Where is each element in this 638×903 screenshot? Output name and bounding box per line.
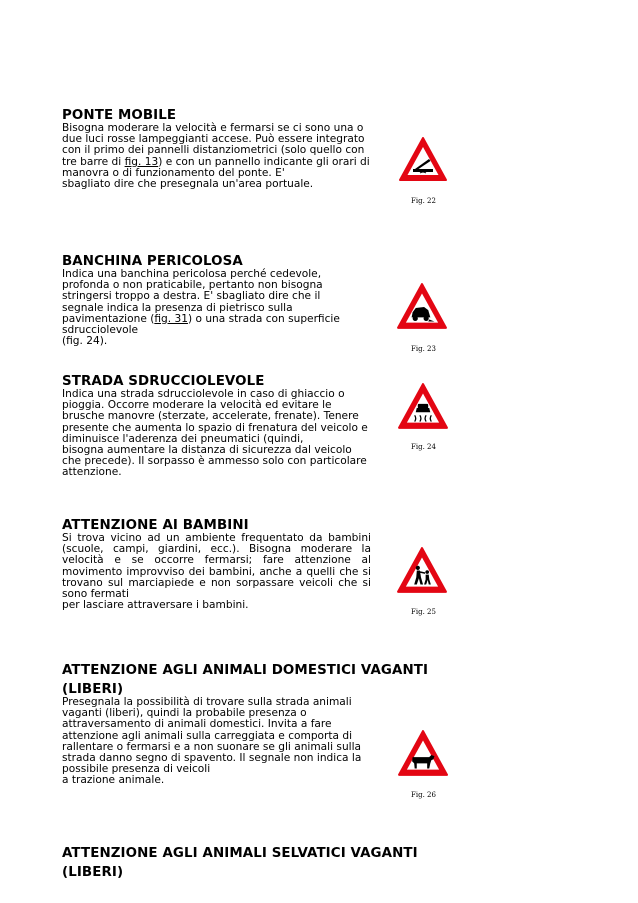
section-ponte-mobile bbox=[62, 108, 370, 190]
banchina-sign-icon bbox=[396, 281, 448, 333]
section-banchina-pericolosa bbox=[62, 254, 340, 347]
figure-caption: Fig. 25 bbox=[411, 608, 436, 616]
animali-domestici-sign-icon bbox=[397, 728, 449, 780]
section-title-line2: (LIBERI) bbox=[62, 865, 124, 880]
section-animali-domestici bbox=[62, 663, 428, 787]
section-body: Indica una banchina pericolosa perché cedevole, profonda o non praticabile, pertanto non bisogna stringersi troppo a destra. E' sbagliato dire che il segnale indica la presenza di pietrisco sulla pavimentazione (fig. 31) o una strada con superficie sdrucciolevole (fig. 24). bbox=[62, 268, 340, 348]
section-title: STRADA SDRUCCIOLEVOLE bbox=[62, 374, 265, 389]
bambini-sign-icon bbox=[396, 545, 448, 597]
section-body: Indica una strada sdrucciolevole in caso di ghiaccio o pioggia. Occorre moderare la velocità ed evitare le brusche manovre (sterzate, accelerate, frenate). Tenere presente che aumenta lo spazio di frenatura del veicolo e diminuisce l'aderenza dei pneumatici (quindi, bisogna aumentare la distanza di sicurezza dal veicolo che precede). Il sorpasso è ammesso solo con particolare attenzione. bbox=[62, 388, 368, 479]
section-body-last-line: per lasciare attraversare i bambini. bbox=[62, 599, 249, 612]
section-strada-sdrucciolevole bbox=[62, 374, 368, 479]
sdrucciolevole-sign-icon bbox=[397, 381, 449, 433]
section-body: Si trova vicino ad un ambiente frequentato da bambini (scuole, campi, giardini, ecc.). Bisogna moderare la velocità e se occorre fermarsi; fare attenzione al movimento improvviso dei bambini, anche a quelli che si trovano sul marciapiede e non sorpassare veicoli che si sono fermati bbox=[62, 532, 371, 601]
fig-13-link[interactable]: fig. 13 bbox=[124, 155, 159, 168]
section-title: ATTENZIONE AI BAMBINI bbox=[62, 518, 249, 533]
section-body: Bisogna moderare la velocità e fermarsi se ci sono una o due luci rosse lampeggianti accese. Può essere integrato con il primo dei pannelli distanziometrici (solo quello con tre barre di fig. 13) e con un pannello indicante gli orari di manovra o di funzionamento del ponte. E' sbagliato dire che presegnala un'area portuale. bbox=[62, 122, 370, 191]
section-title-line2: (LIBERI) bbox=[62, 682, 124, 697]
figure-caption: Fig. 22 bbox=[411, 197, 436, 205]
ponte-mobile-sign-icon bbox=[398, 135, 448, 185]
section-title-line1: ATTENZIONE AGLI ANIMALI DOMESTICI VAGANTI bbox=[62, 663, 429, 678]
fig-31-link[interactable]: fig. 31 bbox=[154, 312, 188, 325]
section-title: BANCHINA PERICOLOSA bbox=[62, 254, 243, 269]
figure-caption: Fig. 24 bbox=[411, 443, 436, 451]
section-attenzione-bambini bbox=[62, 518, 371, 611]
section-body: Presegnala la possibilità di trovare sulla strada animali vaganti (liberi), quindi la probabile presenza o attraversamento di animali domestici. Invita a fare attenzione agli animali sulla carreggiata e comporta di rallentare o fermarsi e a non suonare se gli animali sulla strada danno segno di spavento. Il segnale non indica la possibile presenza di veicoli a trazione animale. bbox=[62, 696, 362, 787]
figure-caption: Fig. 23 bbox=[411, 345, 436, 353]
section-animali-selvatici bbox=[62, 846, 418, 880]
figure-caption: Fig. 26 bbox=[411, 791, 436, 799]
section-title-line1: ATTENZIONE AGLI ANIMALI SELVATICI VAGANTI bbox=[62, 846, 418, 861]
section-title: PONTE MOBILE bbox=[62, 108, 177, 123]
